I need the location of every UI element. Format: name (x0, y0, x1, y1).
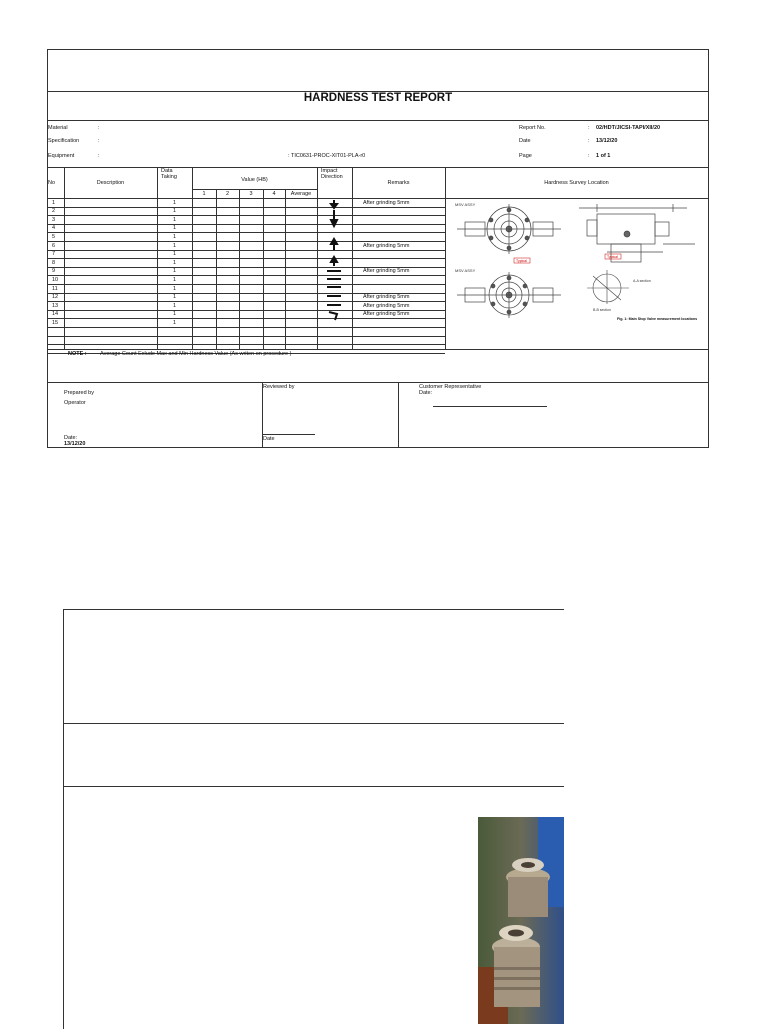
hardness-report (47, 49, 709, 448)
header-data-taking: Data Taking (161, 168, 177, 180)
header-sub-3: 3 (249, 191, 253, 197)
row-no: 8 (52, 259, 56, 266)
row-line (48, 250, 445, 251)
row-no: 15 (52, 319, 59, 326)
page2-top-border (63, 609, 564, 610)
row-data-taking: 1 (172, 285, 177, 292)
row-no: 1 (52, 199, 56, 206)
row-no: 7 (52, 251, 56, 258)
arrow-down-icon (331, 200, 337, 208)
row-data-taking: 1 (172, 208, 177, 215)
divider (48, 120, 708, 121)
customer-signature-line (433, 406, 547, 407)
row-line (48, 344, 445, 345)
valve-top-view (457, 204, 561, 254)
date-colon: : (588, 138, 590, 144)
arrow-left-icon (327, 271, 341, 305)
arrow-up-icon (331, 257, 337, 266)
signature-top-border (48, 382, 708, 383)
row-line (48, 327, 445, 328)
test-photo (478, 817, 564, 1024)
row-no: 5 (52, 233, 56, 240)
row-remark: After grinding 5mm (363, 199, 410, 206)
arrow-up-icon (331, 239, 337, 250)
reviewed-signature-line (263, 434, 315, 435)
row-remark: After grinding 5mm (363, 268, 410, 275)
reviewed-date-label: Date (263, 436, 275, 442)
header-description: Description (96, 180, 125, 186)
row-no: 3 (52, 216, 56, 223)
col-line (263, 189, 264, 349)
header-hardness-survey-location: Hardness Survey Location (544, 180, 609, 186)
equipment-label: Equipment (48, 153, 75, 159)
row-no: 2 (52, 208, 56, 215)
typical-tag-1: Typical (516, 259, 527, 263)
valve-side-view (579, 204, 695, 262)
col-line (285, 189, 286, 349)
note-label: NOTE : (68, 351, 87, 357)
material-label: Material (48, 125, 68, 131)
row-no: 13 (52, 302, 59, 309)
header-value-hb: Value (HB) (241, 177, 268, 183)
row-no: 14 (52, 311, 59, 318)
row-line (48, 318, 445, 319)
section-bb-label: B-B section (593, 308, 611, 312)
row-data-taking: 1 (172, 216, 177, 223)
equipment-colon: : (98, 153, 100, 159)
row-remark: After grinding 5mm (363, 242, 410, 249)
pipe-fitting-photo (478, 817, 564, 1024)
report-no-value: 02/HDT/JICSI-TAPI/XII/20 (596, 125, 661, 131)
report-no-colon: : (588, 125, 590, 131)
date-label: Date (519, 138, 531, 144)
row-data-taking: 1 (172, 242, 177, 249)
row-remark: After grinding 5mm (363, 294, 410, 301)
row-data-taking: 1 (172, 225, 177, 232)
drawing-caption: Fig. 1: Main Stop Valve measurement locations (617, 317, 698, 321)
row-remark: After grinding 5mm (363, 311, 410, 318)
row-data-taking: 1 (172, 199, 177, 206)
row-line (48, 224, 445, 225)
survey-header-line (445, 198, 708, 199)
section-detail (587, 270, 629, 304)
specification-label: Specification (48, 138, 80, 144)
row-data-taking: 1 (172, 311, 177, 318)
reviewed-by-label: Reviewed by (263, 384, 295, 390)
drawing-label-bottom: MSV ASSY (455, 268, 476, 273)
col-line (216, 189, 217, 349)
report-title: HARDNESS TEST REPORT (303, 92, 453, 104)
header-sub-4: 4 (272, 191, 276, 197)
table-bottom-border (48, 349, 708, 350)
specification-colon: : (98, 138, 100, 144)
page2-divider (63, 786, 564, 787)
material-colon: : (98, 125, 100, 131)
arrow-down-icon (331, 210, 337, 226)
col-line (239, 189, 240, 349)
table-top-border (48, 167, 708, 168)
report-no-label: Report No. (519, 125, 546, 131)
hardness-survey-drawing (447, 200, 707, 347)
row-line (48, 207, 445, 208)
row-data-taking: 1 (172, 268, 177, 275)
note-text: Average Count Exlude Max and Min Hardness Value (As writen on procedure ) (100, 351, 292, 357)
row-data-taking: 1 (172, 302, 177, 309)
row-line (48, 215, 445, 216)
customer-date-label: Date: (419, 390, 433, 396)
section-aa-label: A-A section (633, 279, 651, 283)
row-no: 6 (52, 242, 56, 249)
valve-bottom-view (457, 272, 561, 318)
header-average: Average (290, 191, 312, 197)
page2-left-border (63, 609, 64, 1029)
row-data-taking: 1 (172, 259, 177, 266)
prepared-date-label: Date: (64, 435, 78, 441)
date-value: 13/12/20 (596, 138, 618, 144)
header-no: No (48, 180, 56, 186)
page-label: Page (519, 153, 532, 159)
subheader-line (192, 189, 317, 190)
row-no: 11 (52, 285, 58, 292)
page2-divider (63, 723, 564, 724)
arrow-curved-icon (329, 312, 337, 320)
row-no: 12 (52, 294, 59, 301)
impact-direction-arrows (317, 198, 352, 349)
header-remarks: Remarks (387, 180, 410, 186)
header-sub-1: 1 (202, 191, 206, 197)
prepared-by-label: Prepared by (64, 390, 94, 396)
row-line (48, 336, 445, 337)
row-data-taking: 1 (172, 276, 177, 283)
header-impact-direction: Impact Direction (321, 168, 343, 180)
customer-rep-label: Customer Representative (419, 384, 482, 390)
equipment-value: : TIC0631-PROC-XIT01-PLA-r0 (288, 153, 366, 159)
page-colon: : (588, 153, 590, 159)
operator-label: Operator (64, 400, 86, 406)
typical-tag-2: Typical (607, 255, 618, 259)
prepared-date-value: 13/12/20 (64, 441, 86, 447)
row-no: 4 (52, 225, 56, 232)
drawing-label-top: MSV ASSY (455, 202, 476, 207)
row-data-taking: 1 (172, 251, 177, 258)
row-remark: After grinding 5mm (363, 302, 410, 309)
signature-divider (398, 382, 399, 448)
row-data-taking: 1 (172, 319, 177, 326)
header-sub-2: 2 (225, 191, 230, 197)
row-line (48, 275, 445, 276)
row-no: 10 (52, 276, 59, 283)
row-data-taking: 1 (172, 233, 177, 240)
row-line (48, 232, 445, 233)
col-line (445, 167, 446, 349)
row-no: 9 (52, 268, 56, 275)
row-data-taking: 1 (172, 294, 177, 301)
page-value: 1 of 1 (596, 153, 611, 159)
row-line (48, 284, 445, 285)
row-line (48, 258, 445, 259)
